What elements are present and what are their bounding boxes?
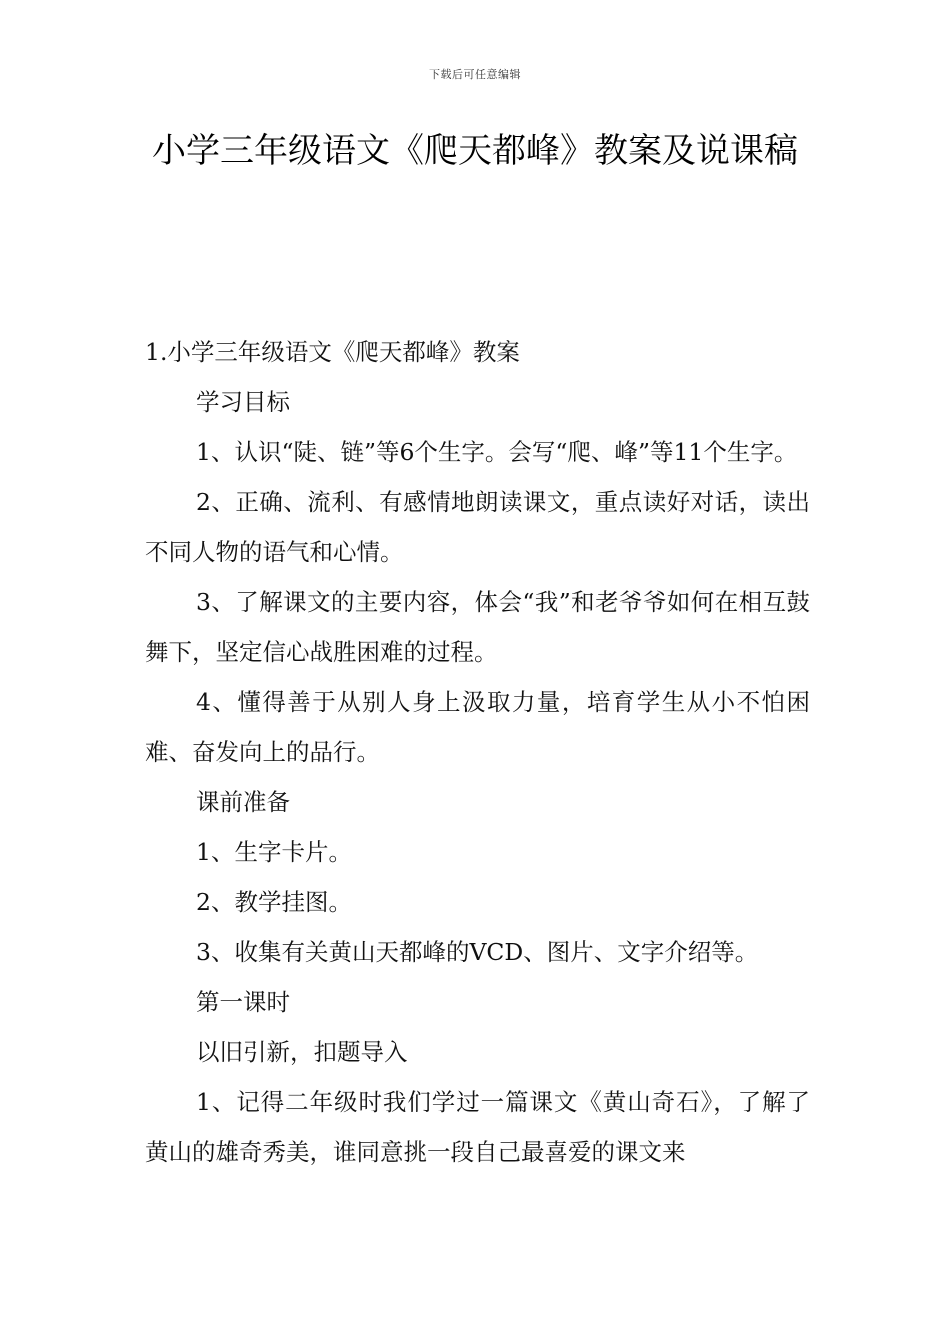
paragraph: 4、懂得善于从别人身上汲取力量，培育学生从小不怕困难、奋发向上的品行。 bbox=[145, 688, 810, 766]
paragraph: 第一课时 bbox=[196, 988, 290, 1016]
paragraph: 课前准备 bbox=[196, 788, 290, 816]
paragraph: 3、收集有关黄山天都峰的VCD、图片、文字介绍等。 bbox=[196, 938, 759, 966]
paragraph: 2、教学挂图。 bbox=[196, 888, 352, 916]
paragraph: 1、记得二年级时我们学过一篇课文《黄山奇石》，了解了黄山的雄奇秀美，谁同意挑一段自己最喜爱的课文来 bbox=[145, 1088, 810, 1166]
section-heading: 1.小学三年级语文《爬天都峰》教案 bbox=[145, 338, 520, 366]
paragraph: 3、了解课文的主要内容，体会“我”和老爷爷如何在相互鼓舞下，坚定信心战胜困难的过程。 bbox=[145, 588, 810, 666]
paragraph: 1、生字卡片。 bbox=[196, 838, 352, 866]
paragraph: 2、正确、流利、有感情地朗读课文，重点读好对话，读出不同人物的语气和心情。 bbox=[145, 488, 810, 566]
document-body bbox=[145, 327, 810, 1177]
paragraph: 1、认识“陡、链”等6个生字。会写“爬、峰”等11个生字。 bbox=[196, 438, 798, 466]
paragraph: 学习目标 bbox=[196, 388, 290, 416]
paragraph: 以旧引新，扣题导入 bbox=[196, 1038, 408, 1066]
document-title: 小学三年级语文《爬天都峰》教案及说课稿 bbox=[152, 131, 798, 171]
header-note: 下载后可任意编辑 bbox=[429, 68, 521, 81]
